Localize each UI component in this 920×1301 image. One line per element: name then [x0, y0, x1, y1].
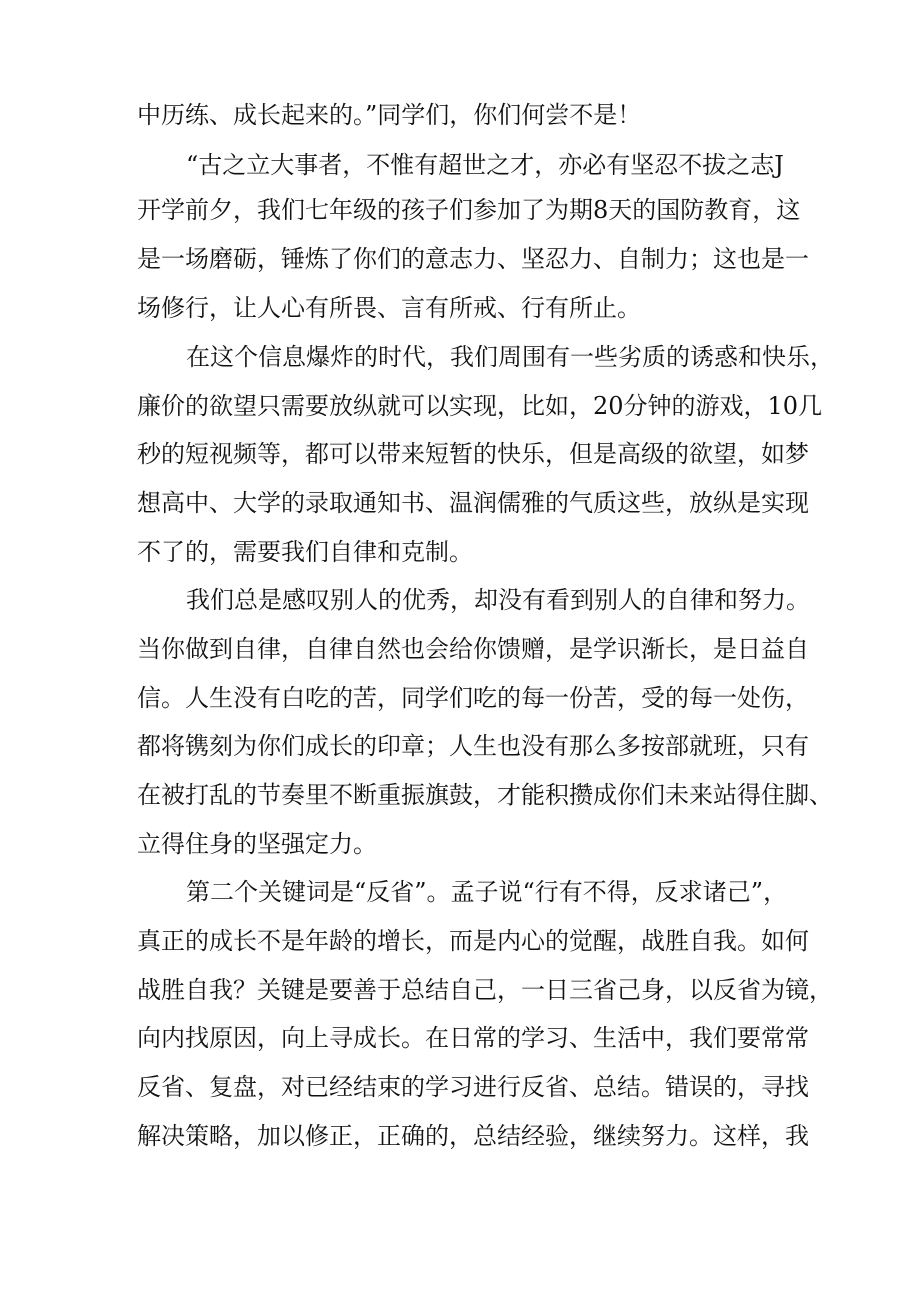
text-line-14: 都将镌刻为你们成长的印章；人生也没有那么多按部就班，只有 — [137, 732, 809, 760]
text-line-3: 开学前夕，我们七年级的孩子们参加了为期8天的国防教育，这 — [137, 196, 801, 224]
text-line-9: 想高中、大学的录取通知书、温润儒雅的气质这些，放纵是实现 — [137, 489, 809, 517]
text-line-18: 真正的成长不是年龄的增长，而是内心的觉醒，战胜自我。如何 — [137, 927, 809, 955]
text-line-8: 秒的短视频等，都可以带来短暂的快乐，但是高级的欲望，如梦 — [137, 440, 809, 468]
text-line-17: 第二个关键词是“反省”。孟子说“行有不得，反求诸己”， — [186, 878, 788, 906]
text-line-16: 立得住身的坚强定力。 — [137, 830, 377, 858]
text-line-15: 在被打乱的节奏里不断重振旗鼓，才能积攒成你们未来站得住脚、 — [137, 781, 833, 809]
text-line-4: 是一场磨砺，锤炼了你们的意志力、坚忍力、自制力；这也是一 — [137, 245, 809, 273]
text-line-13: 信。人生没有白吃的苦，同学们吃的每一份苦，受的每一处伤， — [137, 684, 809, 712]
text-line-5: 场修行，让人心有所畏、言有所戒、行有所止。 — [137, 294, 641, 322]
text-line-10: 不了的，需要我们自律和克制。 — [137, 538, 473, 566]
text-line-1: 中历练、成长起来的。”同学们，你们何尝不是！ — [137, 101, 642, 129]
text-line-7: 廉价的欲望只需要放纵就可以实现，比如，20分钟的游戏，10几 — [137, 392, 823, 420]
text-line-22: 解决策略，加以修正，正确的，总结经验，继续努力。这样，我 — [137, 1122, 809, 1150]
text-line-21: 反省、复盘，对已经结束的学习进行反省、总结。错误的，寻找 — [137, 1073, 809, 1101]
text-line-12: 当你做到自律，自律自然也会给你馈赠，是学识渐长，是日益自 — [137, 635, 809, 663]
text-line-19: 战胜自我？关键是要善于总结自己，一日三省己身，以反省为镜， — [137, 976, 833, 1004]
text-line-11: 我们总是感叹别人的优秀，却没有看到别人的自律和努力。 — [186, 586, 810, 614]
text-line-6: 在这个信息爆炸的时代，我们周围有一些劣质的诱惑和快乐， — [186, 343, 834, 371]
text-line-2: “古之立大事者，不惟有超世之才，亦必有坚忍不拔之志J — [186, 151, 784, 179]
text-line-20: 向内找原因，向上寻成长。在日常的学习、生活中，我们要常常 — [137, 1024, 809, 1052]
